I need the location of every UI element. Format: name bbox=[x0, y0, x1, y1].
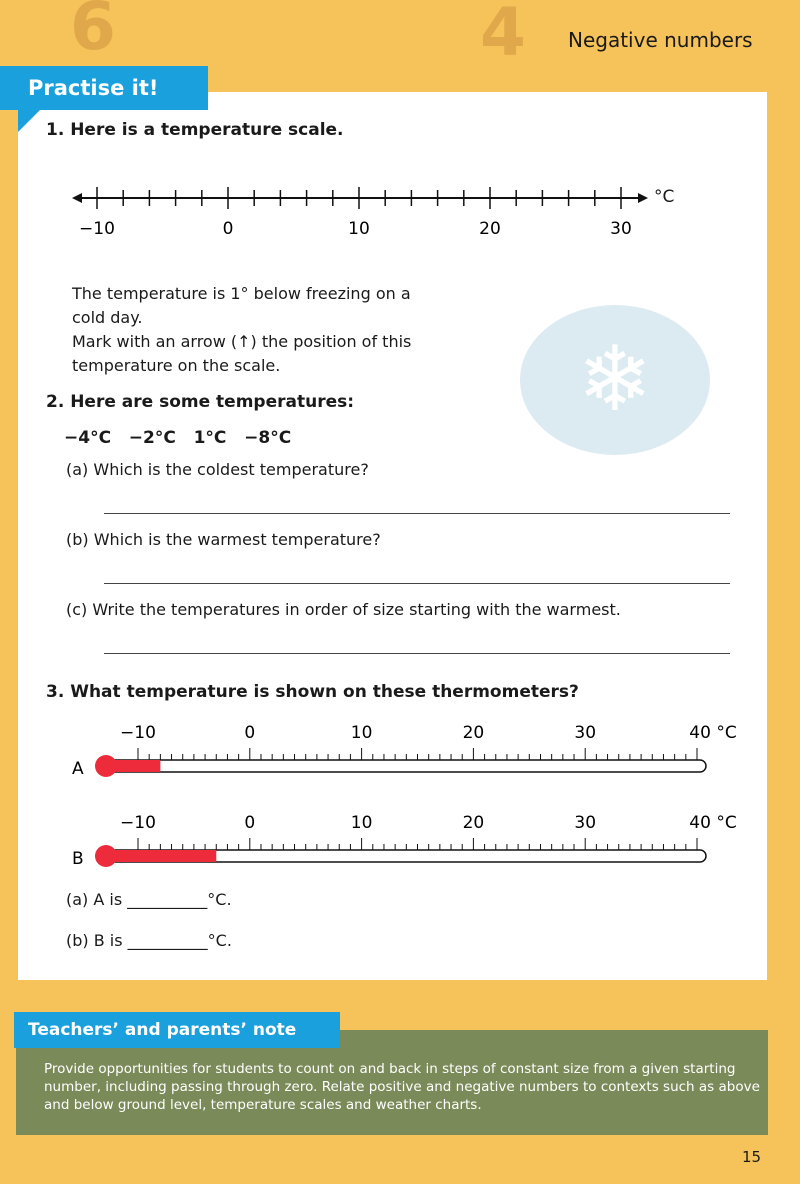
page-number: 15 bbox=[742, 1148, 762, 1166]
thermometer-label: 40 °C bbox=[689, 813, 737, 833]
q3b[interactable]: (b) B is __________°C. bbox=[66, 931, 232, 950]
thermometer-bulb bbox=[95, 845, 117, 867]
scale-label: 30 bbox=[610, 219, 632, 239]
q3a[interactable]: (a) A is __________°C. bbox=[66, 890, 232, 909]
scale-label: 20 bbox=[479, 219, 501, 239]
scale-label: 10 bbox=[348, 219, 370, 239]
q1-text bbox=[72, 282, 411, 378]
background-decoration: 6 bbox=[70, 0, 116, 65]
answer-line[interactable] bbox=[104, 513, 730, 514]
thermometer-label: −10 bbox=[120, 723, 156, 743]
thermometer-label: 20 bbox=[462, 813, 485, 833]
thermometer-label: 10 bbox=[350, 813, 373, 833]
q1-title: 1. Here is a temperature scale. bbox=[46, 120, 344, 140]
snowflake-image bbox=[520, 305, 710, 455]
thermometer-label: 0 bbox=[244, 813, 256, 833]
arrow-right-icon bbox=[638, 193, 648, 203]
note-text: Provide opportunities for students to count on and back in steps of constant size from a given starting number, including passing through zero. Relate positive and negative numbers to contexts such as above and below ground level, temperature scales and weather charts. bbox=[44, 1061, 760, 1113]
background-decoration: 4 bbox=[480, 0, 526, 71]
thermometer-label: 30 bbox=[574, 813, 597, 833]
q2-title: 2. Here are some temperatures: bbox=[46, 392, 355, 412]
thermometers bbox=[0, 710, 800, 870]
q1-line: The temperature is 1° below freezing on a bbox=[72, 284, 411, 303]
q1-line: Mark with an arrow (↑) the position of this bbox=[72, 332, 412, 351]
note-title: Teachers’ and parents’ note bbox=[14, 1012, 340, 1048]
answer-line[interactable] bbox=[104, 583, 730, 584]
q3-title: 3. What temperature is shown on these thermometers? bbox=[46, 682, 579, 702]
thermometer-name: A bbox=[72, 759, 84, 779]
thermometer-bulb bbox=[95, 755, 117, 777]
q2a: (a) Which is the coldest temperature? bbox=[66, 460, 369, 479]
thermometer-label: 20 bbox=[462, 723, 485, 743]
q2-temperatures: −4°C −2°C 1°C −8°C bbox=[64, 428, 292, 448]
thermometer-label: −10 bbox=[120, 813, 156, 833]
scale-label: −10 bbox=[79, 219, 115, 239]
q1-line: cold day. bbox=[72, 308, 143, 327]
scale-label: 0 bbox=[222, 219, 234, 239]
thermometer-label: 30 bbox=[574, 723, 597, 743]
thermometer-name: B bbox=[72, 849, 84, 869]
answer-line[interactable] bbox=[104, 653, 730, 654]
q1-line: temperature on the scale. bbox=[72, 356, 281, 375]
q2b: (b) Which is the warmest temperature? bbox=[66, 530, 381, 549]
thermometer-label: 40 °C bbox=[689, 723, 737, 743]
topic-title: Negative numbers bbox=[568, 28, 753, 52]
tag-tail bbox=[18, 110, 40, 132]
q2c: (c) Write the temperatures in order of size starting with the warmest. bbox=[66, 600, 621, 619]
thermometer-label: 10 bbox=[350, 723, 373, 743]
thermometer-mercury bbox=[106, 850, 216, 862]
arrow-left-icon bbox=[72, 193, 82, 203]
thermometer-tube bbox=[106, 760, 706, 772]
unit-label: °C bbox=[654, 187, 675, 207]
thermometer-label: 0 bbox=[244, 723, 256, 743]
snowflake-icon: ❄ bbox=[577, 327, 653, 432]
section-tag: Practise it! bbox=[0, 66, 208, 110]
temperature-scale[interactable] bbox=[0, 170, 800, 250]
